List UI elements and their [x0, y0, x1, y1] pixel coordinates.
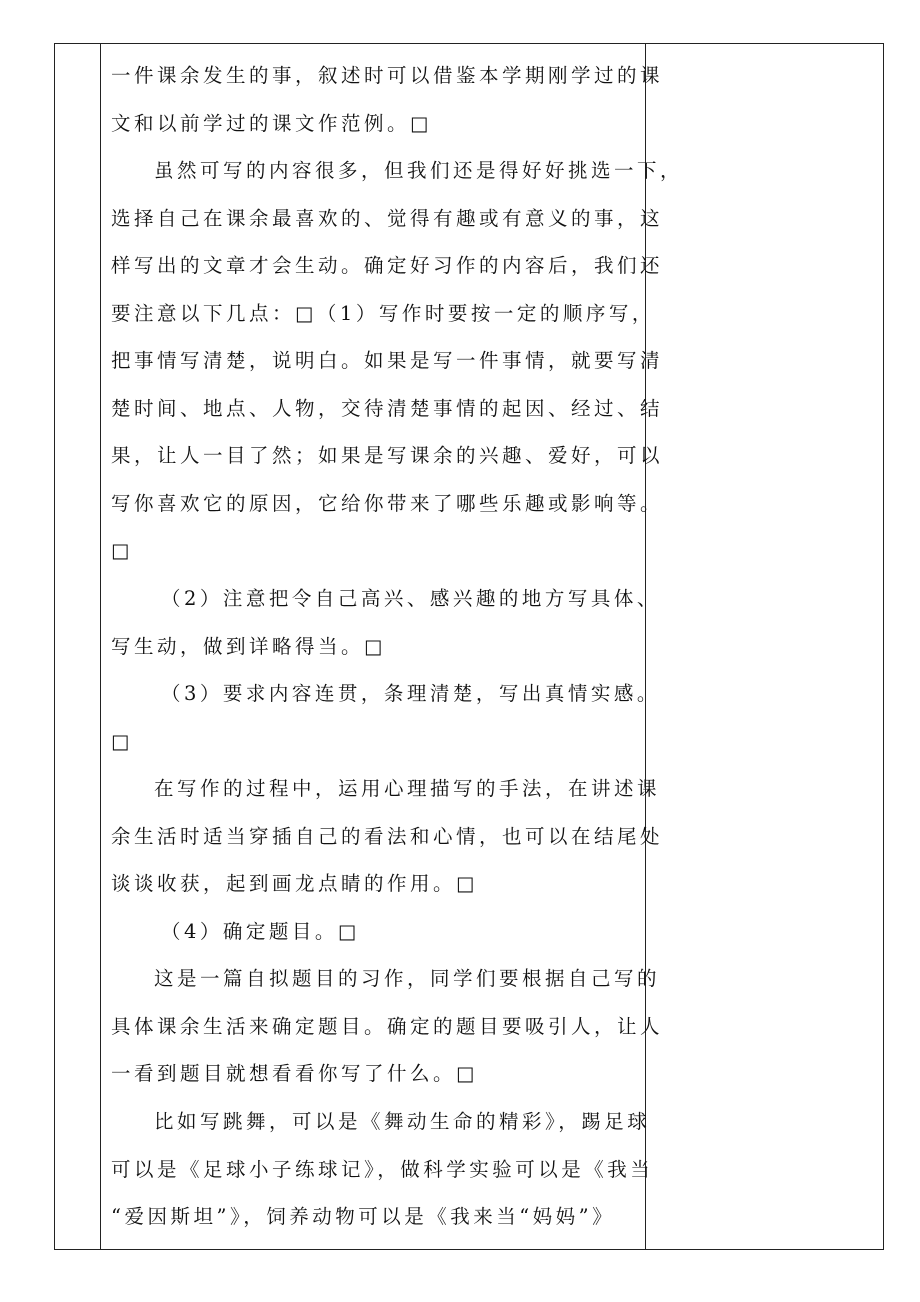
- text-line: 一看到题目就想看看你写了什么。□: [111, 1062, 478, 1086]
- text-line: 楚时间、地点、人物，交待清楚事情的起因、经过、结: [111, 396, 664, 420]
- text-line: 谈谈收获，起到画龙点睛的作用。□: [111, 872, 478, 896]
- column-divider-left: [100, 44, 101, 1249]
- text-line: 一件课余发生的事，叙述时可以借鉴本学期刚学过的课: [111, 64, 664, 87]
- text-line: 选择自己在课余最喜欢的、觉得有趣或有意义的事，这: [111, 206, 664, 230]
- text-line: □: [111, 539, 133, 563]
- text-line: 果，让人一目了然；如果是写课余的兴趣、爱好，可以: [111, 444, 664, 468]
- text-line: □: [111, 729, 133, 753]
- text-line: 把事情写清楚，说明白。如果是写一件事情，就要写清: [111, 349, 664, 373]
- text-line: （4）确定题目。□: [161, 919, 360, 943]
- text-line: “爱因斯坦”》，饲养动物可以是《我来当“妈妈”》: [111, 1205, 616, 1229]
- text-line: 写你喜欢它的原因，它给你带来了哪些乐趣或影响等。: [111, 491, 664, 515]
- text-line: 可以是《足球小子练球记》，做科学实验可以是《我当: [111, 1157, 654, 1181]
- text-line: 余生活时适当穿插自己的看法和心情，也可以在结尾处: [111, 824, 664, 848]
- text-line: 文和以前学过的课文作范例。□: [111, 111, 432, 135]
- main-text-cell: [111, 52, 684, 1241]
- text-line: 虽然可写的内容很多，但我们还是得好好挑选一下，: [154, 159, 684, 183]
- text-line: 要注意以下几点：□（1）写作时要按一定的顺序写，: [111, 301, 655, 325]
- text-line: 这是一篇自拟题目的习作，同学们要根据自己写的: [154, 967, 661, 991]
- text-line: 具体课余生活来确定题目。确定的题目要吸引人，让人: [111, 1014, 664, 1038]
- text-line: （3）要求内容连贯，条理清楚，写出真情实感。: [161, 682, 660, 706]
- text-line: （2）注意把令自己高兴、感兴趣的地方写具体、: [161, 587, 660, 611]
- document-table: [54, 43, 884, 1250]
- text-line: 在写作的过程中，运用心理描写的手法，在讲述课: [154, 777, 661, 801]
- text-line: 写生动，做到详略得当。□: [111, 634, 386, 658]
- text-line: 比如写跳舞，可以是《舞动生命的精彩》，踢足球: [154, 1110, 651, 1134]
- text-line: 样写出的文章才会生动。确定好习作的内容后，我们还: [111, 254, 664, 278]
